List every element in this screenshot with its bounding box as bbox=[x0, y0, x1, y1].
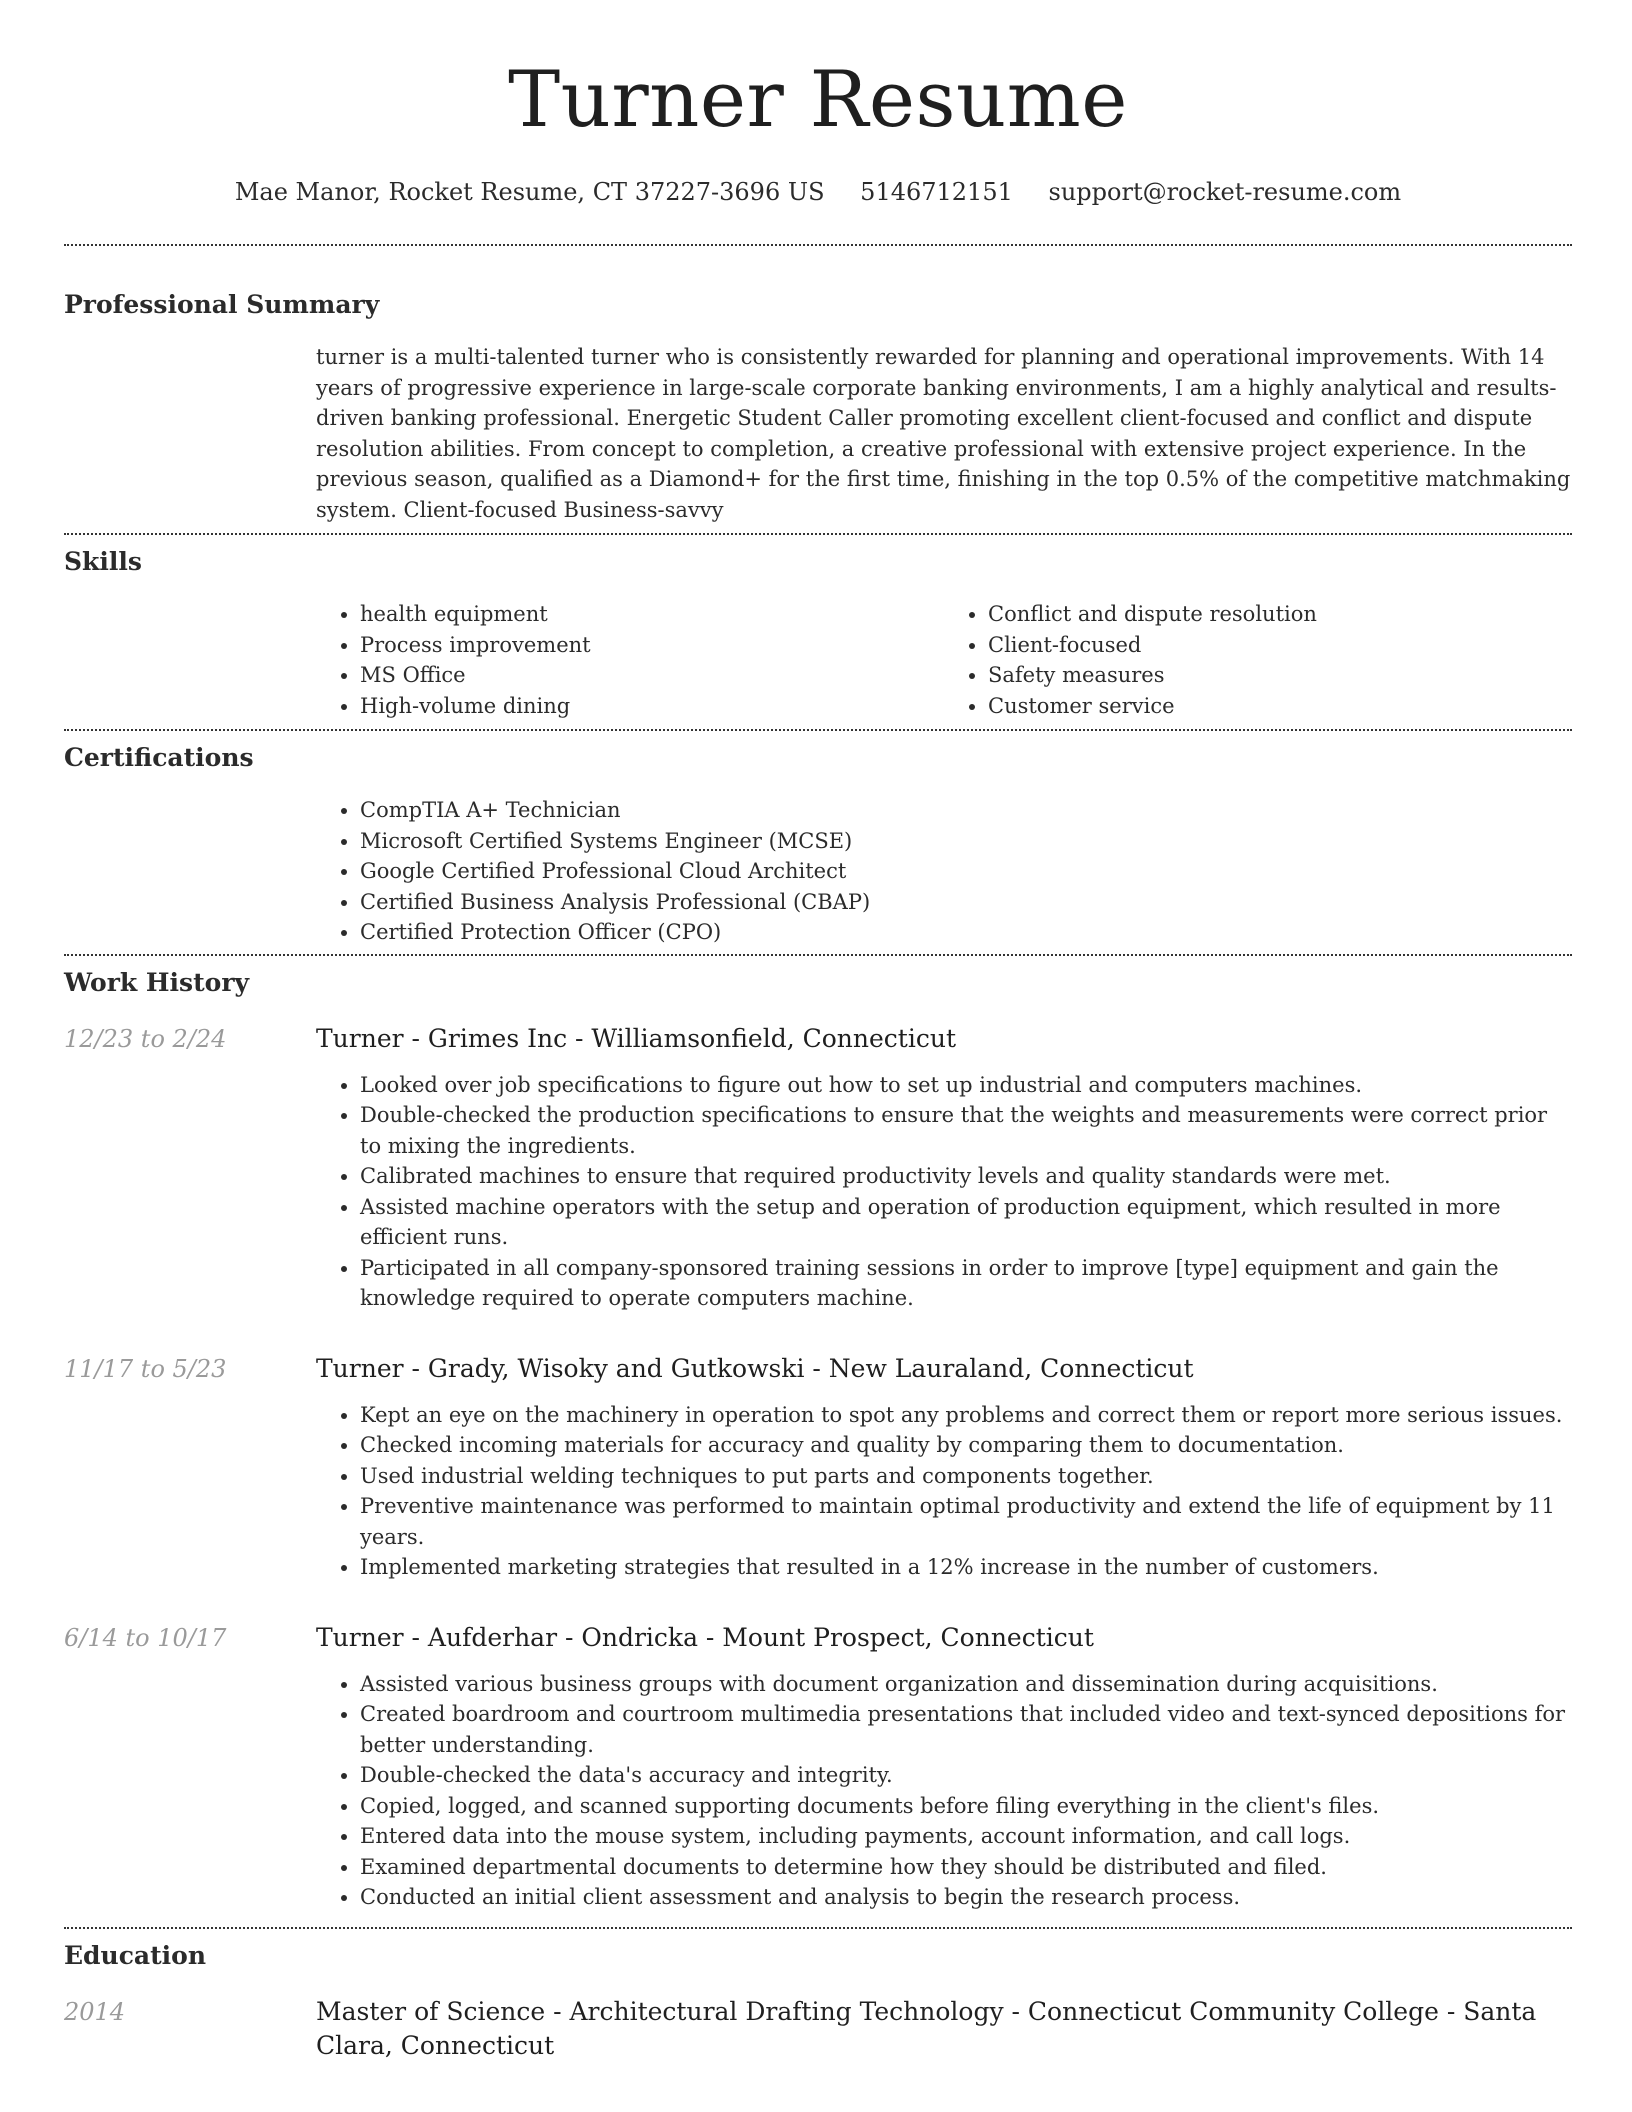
job-entry bbox=[64, 1621, 1572, 1913]
contact-line bbox=[64, 176, 1572, 208]
job-bullet: • Used industrial welding techniques to put parts and components together. bbox=[360, 1461, 1572, 1492]
job-bullet: • Looked over job specifications to figure out how to set up industrial and computers machines. bbox=[360, 1070, 1572, 1101]
job-bullet: • Double-checked the production specifications to ensure that the weights and measurements were correct prior to mixing the ingredients. bbox=[360, 1100, 1572, 1161]
job-bullet: • Double-checked the data's accuracy and integrity. bbox=[360, 1760, 1572, 1791]
job-dates: 6/14 to 10/17 bbox=[64, 1623, 227, 1652]
certifications-list bbox=[316, 795, 1572, 948]
job-bullet: • Created boardroom and courtroom multimedia presentations that included video and text-synced depositions for better understanding. bbox=[360, 1699, 1572, 1760]
resume-name: Turner Resume bbox=[508, 55, 1128, 145]
certification-item: • Google Certified Professional Cloud Architect bbox=[360, 856, 1572, 887]
job-entry bbox=[64, 1352, 1572, 1583]
resume-page bbox=[64, 0, 1572, 2063]
summary-section bbox=[64, 246, 1572, 525]
skills-title: Skills bbox=[64, 547, 142, 576]
skill-item: • Conflict and dispute resolution bbox=[988, 599, 1572, 630]
education-heading: Master of Science - Architectural Drafting Technology - Connecticut Community College - Santa Clara, Connecticut bbox=[316, 1996, 1537, 2060]
job-bullet: • Preventive maintenance was performed to maintain optimal productivity and extend the life of equipment by 11 years. bbox=[360, 1491, 1572, 1552]
job-bullet: • Examined departmental documents to determine how they should be distributed and filed. bbox=[360, 1852, 1572, 1883]
job-bullet: • Calibrated machines to ensure that required productivity levels and quality standards were met. bbox=[360, 1161, 1572, 1192]
skill-item: • Customer service bbox=[988, 691, 1572, 722]
skill-item: • Client-focused bbox=[988, 630, 1572, 661]
education-year: 2014 bbox=[64, 1997, 126, 2026]
certifications-section bbox=[64, 731, 1572, 948]
job-dates: 11/17 to 5/23 bbox=[64, 1354, 227, 1383]
skills-section bbox=[64, 535, 1572, 721]
education-entry bbox=[64, 1995, 1572, 2063]
job-heading: Turner - Grady, Wisoky and Gutkowski - New Lauraland, Connecticut bbox=[316, 1353, 1194, 1383]
job-bullet: • Participated in all company-sponsored training sessions in order to improve [type] equipment and gain the knowledge required to operate computers machine. bbox=[360, 1253, 1572, 1314]
certification-item: • Certified Protection Officer (CPO) bbox=[360, 917, 1572, 948]
job-bullet: • Assisted various business groups with document organization and dissemination during acquisitions. bbox=[360, 1669, 1572, 1700]
skills-column-left bbox=[316, 599, 944, 721]
job-bullet: • Kept an eye on the machinery in operation to spot any problems and correct them or report more serious issues. bbox=[360, 1400, 1572, 1431]
skill-item: • Safety measures bbox=[988, 660, 1572, 691]
work-history-title: Work History bbox=[64, 967, 250, 997]
certification-item: • CompTIA A+ Technician bbox=[360, 795, 1572, 826]
job-bullets bbox=[316, 1400, 1572, 1583]
job-bullet: • Copied, logged, and scanned supporting documents before filing everything in the client's files. bbox=[360, 1791, 1572, 1822]
job-bullet: • Checked incoming materials for accuracy and quality by comparing them to documentation. bbox=[360, 1430, 1572, 1461]
job-entry bbox=[64, 1022, 1572, 1314]
skills-column-right bbox=[944, 599, 1572, 721]
contact-phone: 5146712151 bbox=[860, 178, 1013, 206]
certification-item: • Microsoft Certified Systems Engineer (MCSE) bbox=[360, 826, 1572, 857]
skill-item: • MS Office bbox=[360, 660, 944, 691]
work-history-section bbox=[64, 956, 1572, 1913]
job-bullet: • Assisted machine operators with the setup and operation of production equipment, which resulted in more efficient runs. bbox=[360, 1192, 1572, 1253]
job-bullet: • Implemented marketing strategies that resulted in a 12% increase in the number of customers. bbox=[360, 1552, 1572, 1583]
skill-item: • health equipment bbox=[360, 599, 944, 630]
education-title: Education bbox=[64, 1940, 207, 1970]
job-heading: Turner - Aufderhar - Ondricka - Mount Prospect, Connecticut bbox=[316, 1622, 1094, 1652]
summary-text: turner is a multi-talented turner who is consistently rewarded for planning and operational improvements. With 14 years of progressive experience in large-scale corporate banking environments, I am a highly analytical and results-driven banking professional. Energetic Student Caller promoting excellent client-focused and conflict and dispute resolution abilities. From concept to completion, a creative professional with extensive project experience. In the previous season, qualified as a Diamond+ for the first time, finishing in the top 0.5% of the competitive matchmaking system. Client-focused Business-savvy bbox=[316, 345, 1571, 522]
job-bullets bbox=[316, 1669, 1572, 1913]
job-dates: 12/23 to 2/24 bbox=[64, 1024, 227, 1053]
certifications-title: Certifications bbox=[64, 743, 254, 772]
summary-title: Professional Summary bbox=[64, 290, 380, 319]
certification-item: • Certified Business Analysis Professional (CBAP) bbox=[360, 887, 1572, 918]
contact-email: support@rocket-resume.com bbox=[1048, 178, 1402, 206]
job-bullet: • Entered data into the mouse system, including payments, account information, and call logs. bbox=[360, 1821, 1572, 1852]
education-section bbox=[64, 1929, 1572, 2063]
contact-address: Mae Manor, Rocket Resume, CT 37227-3696 US bbox=[234, 178, 825, 206]
job-heading: Turner - Grimes Inc - Williamsonfield, Connecticut bbox=[316, 1023, 956, 1053]
job-bullets bbox=[316, 1070, 1572, 1314]
job-bullet: • Conducted an initial client assessment and analysis to begin the research process. bbox=[360, 1882, 1572, 1913]
skill-item: • High-volume dining bbox=[360, 691, 944, 722]
skill-item: • Process improvement bbox=[360, 630, 944, 661]
skills-list bbox=[316, 599, 1572, 721]
